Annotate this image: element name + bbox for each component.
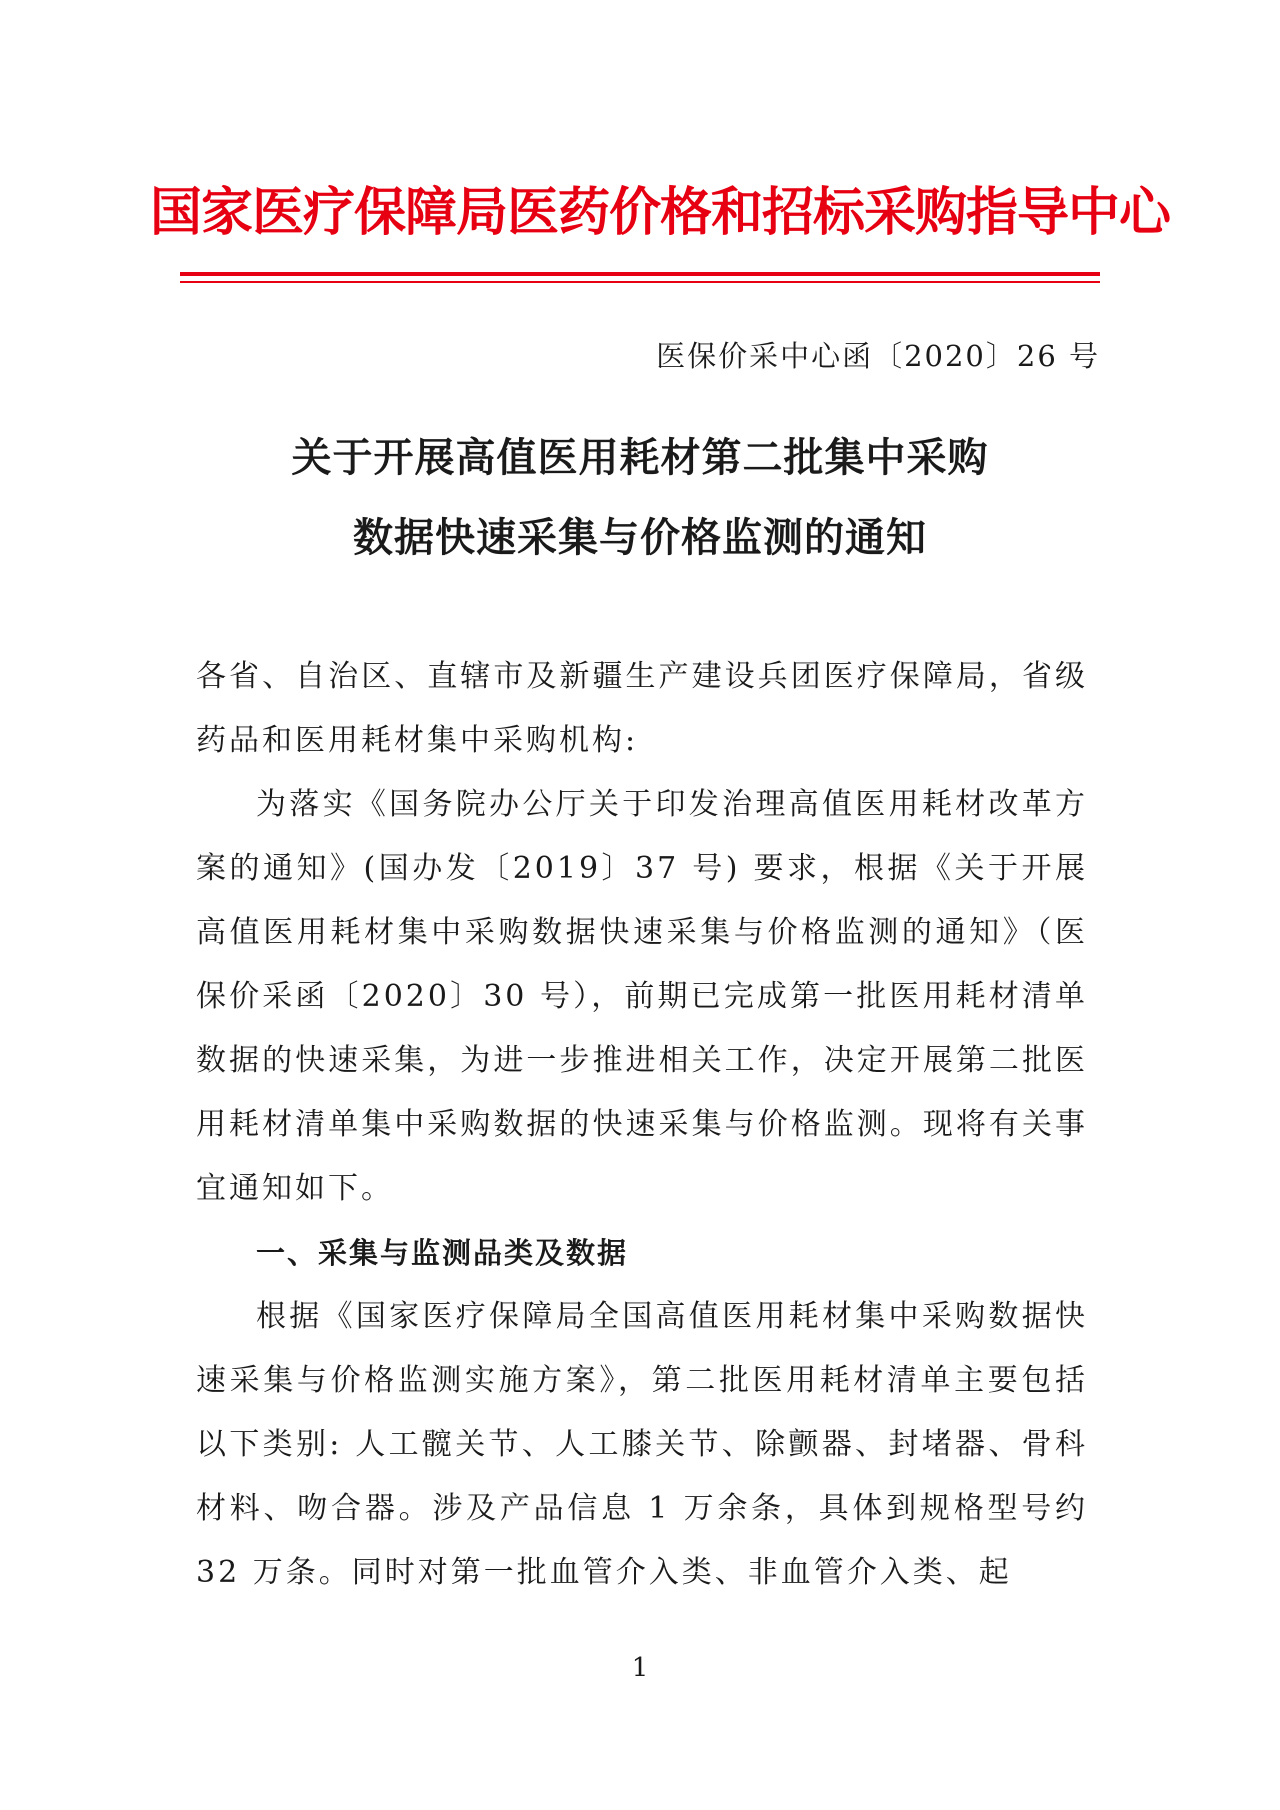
document-title-line-1: 关于开展高值医用耗材第二批集中采购 [291, 434, 989, 481]
body-paragraph-1: 为落实《国务院办公厅关于印发治理高值医用耗材改革方案的通知》(国办发〔2019〕37 号) 要求，根据《关于开展高值医用耗材集中采购数据快速采集与价格监测的通知》（医保价采函〔2020〕30 号），前期已完成第一批医用耗材清单数据的快速采集，为进一步推进相关工作，决定开展第二批医用耗材清单集中采购数据的快速采集与价格监测。现将有关事宜通知如下。 [196, 787, 1088, 1206]
page-number: 1 [631, 1653, 649, 1683]
header-red-rule-thick [180, 272, 1100, 276]
document-number: 医保价采中心函〔2020〕26 号 [656, 339, 1100, 373]
salutation: 各省、自治区、直辖市及新疆生产建设兵团医疗保障局，省级药品和医用耗材集中采购机构: [196, 659, 1088, 758]
document-body [196, 645, 1088, 1605]
document-title [180, 418, 1100, 578]
header-red-rule-thin [180, 281, 1100, 283]
section-heading-1: 一、采集与监测品类及数据 [256, 1236, 629, 1270]
document-title-line-2: 数据快速采集与价格监测的通知 [353, 514, 927, 561]
issuing-organization-header: 国家医疗保障局医药价格和招标采购指导中心 [150, 183, 1171, 243]
body-paragraph-2: 根据《国家医疗保障局全国高值医用耗材集中采购数据快速采集与价格监测实施方案》，第二批医用耗材清单主要包括以下类别: 人工髋关节、人工膝关节、除颤器、封堵器、骨科材料、吻合器。涉及产品信息 1 万余条，具体到规格型号约 32 万条。同时对第一批血管介入类、非血管介入类、起 [196, 1299, 1088, 1590]
